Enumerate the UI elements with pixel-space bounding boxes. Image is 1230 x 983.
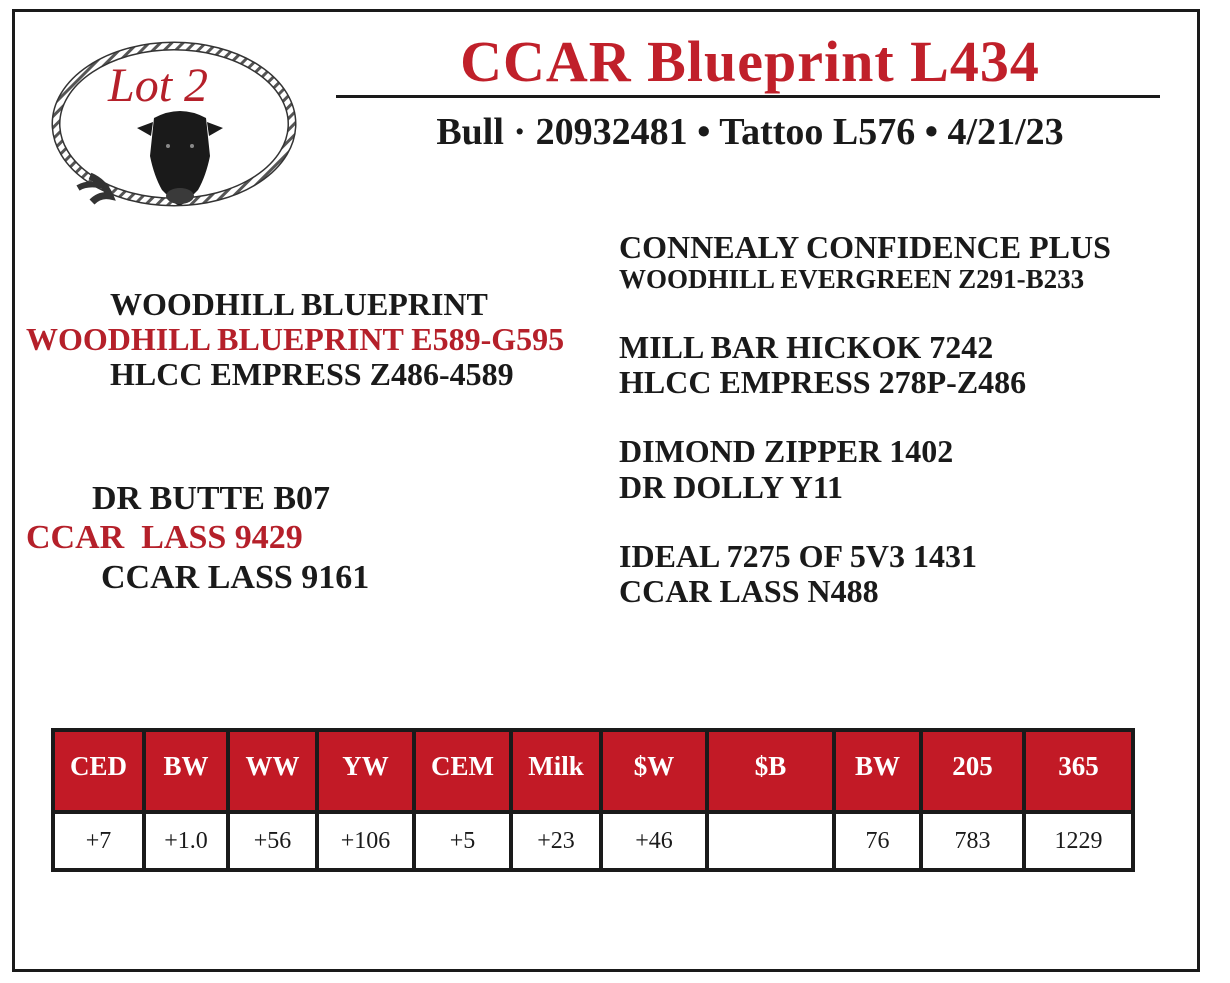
- epd-table: [51, 728, 1135, 872]
- great-grandparent-1: CONNEALY CONFIDENCE PLUS: [619, 229, 1111, 265]
- epd-value-actual-bw: 76: [834, 812, 921, 870]
- epd-value-205: 783: [921, 812, 1024, 870]
- epd-value-cem: +5: [414, 812, 511, 870]
- animal-title: CCAR Blueprint L434: [460, 29, 1040, 94]
- epd-value-milk: +23: [511, 812, 601, 870]
- animal-subtitle: Bull · 20932481 • Tattoo L576 • 4/21/23: [436, 111, 1064, 153]
- sire-sire: WOODHILL BLUEPRINT: [110, 286, 488, 322]
- epd-value-b-index: [707, 812, 834, 870]
- dam-dam: CCAR LASS 9161: [101, 559, 370, 596]
- epd-header-milk: Milk: [511, 730, 601, 812]
- epd-value-w-index: +46: [601, 812, 707, 870]
- epd-header-bw: BW: [144, 730, 228, 812]
- epd-header-ced: CED: [53, 730, 144, 812]
- epd-value-yw: +106: [317, 812, 414, 870]
- epd-value-row: [53, 812, 1133, 870]
- title-divider: [336, 95, 1160, 98]
- great-grandparent-2: WOODHILL EVERGREEN Z291-B233: [619, 264, 1085, 294]
- epd-value-ww: +56: [228, 812, 317, 870]
- epd-value-ced: +7: [53, 812, 144, 870]
- sire-name: WOODHILL BLUEPRINT E589-G595: [26, 321, 565, 357]
- epd-header-yw: YW: [317, 730, 414, 812]
- epd-header-205: 205: [921, 730, 1024, 812]
- epd-header-row: [53, 730, 1133, 812]
- epd-header-365: 365: [1024, 730, 1133, 812]
- cow-head-icon: [137, 111, 223, 205]
- epd-header-actual-bw: BW: [834, 730, 921, 812]
- epd-header-w-index: $W: [601, 730, 707, 812]
- epd-header-b-index: $B: [707, 730, 834, 812]
- lot-number: Lot 2: [108, 59, 209, 112]
- sire-dam: HLCC EMPRESS Z486-4589: [110, 356, 514, 392]
- great-grandparent-7: IDEAL 7275 OF 5V3 1431: [619, 538, 977, 574]
- dam-name: CCAR LASS 9429: [26, 519, 303, 556]
- epd-value-bw: +1.0: [144, 812, 228, 870]
- dam-sire: DR BUTTE B07: [92, 480, 331, 517]
- great-grandparent-4: HLCC EMPRESS 278P-Z486: [619, 364, 1027, 400]
- epd-value-365: 1229: [1024, 812, 1133, 870]
- epd-header-cem: CEM: [414, 730, 511, 812]
- rope-knot-icon: [78, 176, 110, 202]
- epd-header-ww: WW: [228, 730, 317, 812]
- great-grandparent-6: DR DOLLY Y11: [619, 469, 844, 505]
- great-grandparent-5: DIMOND ZIPPER 1402: [619, 433, 954, 469]
- great-grandparent-3: MILL BAR HICKOK 7242: [619, 329, 994, 365]
- great-grandparent-8: CCAR LASS N488: [619, 573, 879, 609]
